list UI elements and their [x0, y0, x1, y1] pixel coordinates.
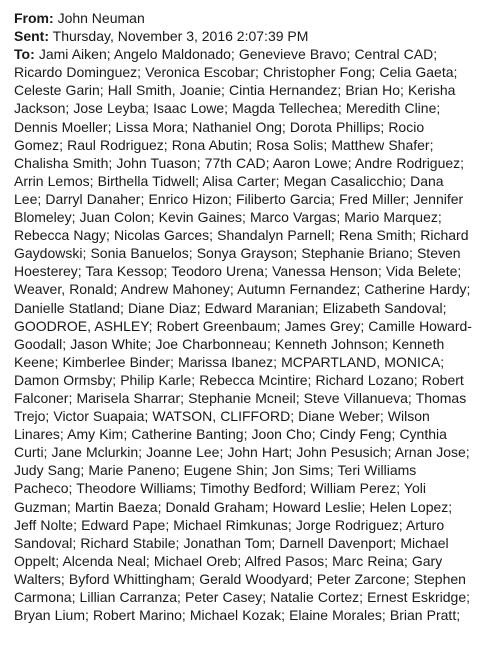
from-value: John Neuman: [57, 10, 145, 26]
sent-row: [14, 27, 474, 45]
sent-value: Thursday, November 3, 2016 2:07:39 PM: [52, 28, 309, 45]
to-label: To:: [14, 46, 35, 63]
email-header: [14, 9, 474, 624]
from-label: From:: [14, 10, 54, 26]
to-row: [14, 45, 474, 624]
from-row: [14, 9, 474, 27]
sent-label: Sent:: [14, 28, 49, 45]
recipient-list: Jami Aiken; Angelo Maldonado; Genevieve Bravo; Central CAD; Ricardo Dominguez; Veronica Escobar; Christopher Fong; Celia Gaeta; Celeste Garin; Hall Smith, Joanie; Cintia Hernandez; Brian Ho; Kerisha Jackson; Jose Leyba; Isaac Lowe; Magda Tellechea; Meredith Cline; Dennis Moeller; Lissa Mora; Nathaniel Ong; Dorota Phillips; Rocio Gomez; Raul Rodriguez; Rona Abutin; Rosa Solis; Matthew Shafer; Chalisha Smith; John Tuason; 77th CAD; Aaron Lowe; Andre Rodriguez; Arrin Lemos; Birthella Tidwell; Alisa Carter; Megan Casalicchio; Dana Lee; Darryl Danaher; Enrico Hizon; Filiberto Garcia; Fred Miller; Jennifer Blomeley; Juan Colon; Kevin Gaines; Marco Vargas; Mario Marquez; Rebecca Nagy; Nicolas Garces; Shandalyn Parnell; Rena Smith; Richard Gaydowski; Sonia Banuelos; Sonya Grayson; Stephanie Briano; Steven Hoesterey; Tara Kessop; Teodoro Urena; Vanessa Henson; Vida Belete; Weaver, Ronald; Andrew Mahoney; Autumn Fernandez; Catherine Hardy; Danielle Statland; Diane Diaz; Edward Maranian; Elizabeth Sandoval; GOODROE, ASHLEY; Robert Greenbaum; James Grey; Camille Howard-Goodall; Jason White; Joe Charbonneau; Kenneth Johnson; Kenneth Keene; Kimberlee Binder; Marissa Ibanez; MCPARTLAND, MONICA; Damon Ormsby; Philip Karle; Rebecca Mcintire; Richard Lozano; Robert Falconer; Marisela Sharrar; Stephanie Mcneil; Steve Villanueva; Thomas Trejo; Victor Suapaia; WATSON, CLIFFORD; Diane Weber; Wilson Linares; Amy Kim; Catherine Banting; Joon Cho; Cindy Feng; Cynthia Curti; Jane Mclurkin; Joanne Lee; John Hart; John Pesusich; Arnan Jose; Judy Sang; Marie Paneno; Eugene Shin; Jon Sims; Teri Williams Pacheco; Theodore Williams; Timothy Bedford; William Perez; Yoli Guzman; Martin Baeza; Donald Graham; Howard Leslie; Helen Lopez; Jeff Nolte; Edward Pape; Michael Rimkunas; Jorge Rodriguez; Arturo Sandoval; Richard Stabile; Jonathan Tom; Darnell Davenport; Michael Oppelt; Alcenda Neal; Michael Oreb; Alfred Pasos; Marc Reina; Gary Walters; Byford Whittingham; Gerald Woodyard; Peter Zarcone; Stephen Carmona; Lillian Carranza; Peter Casey; Natalie Cortez; Ernest Eskridge; Bryan Lium; Robert Marino; Michael Kozak; Elaine Morales; Brian Pratt;: [14, 46, 472, 624]
